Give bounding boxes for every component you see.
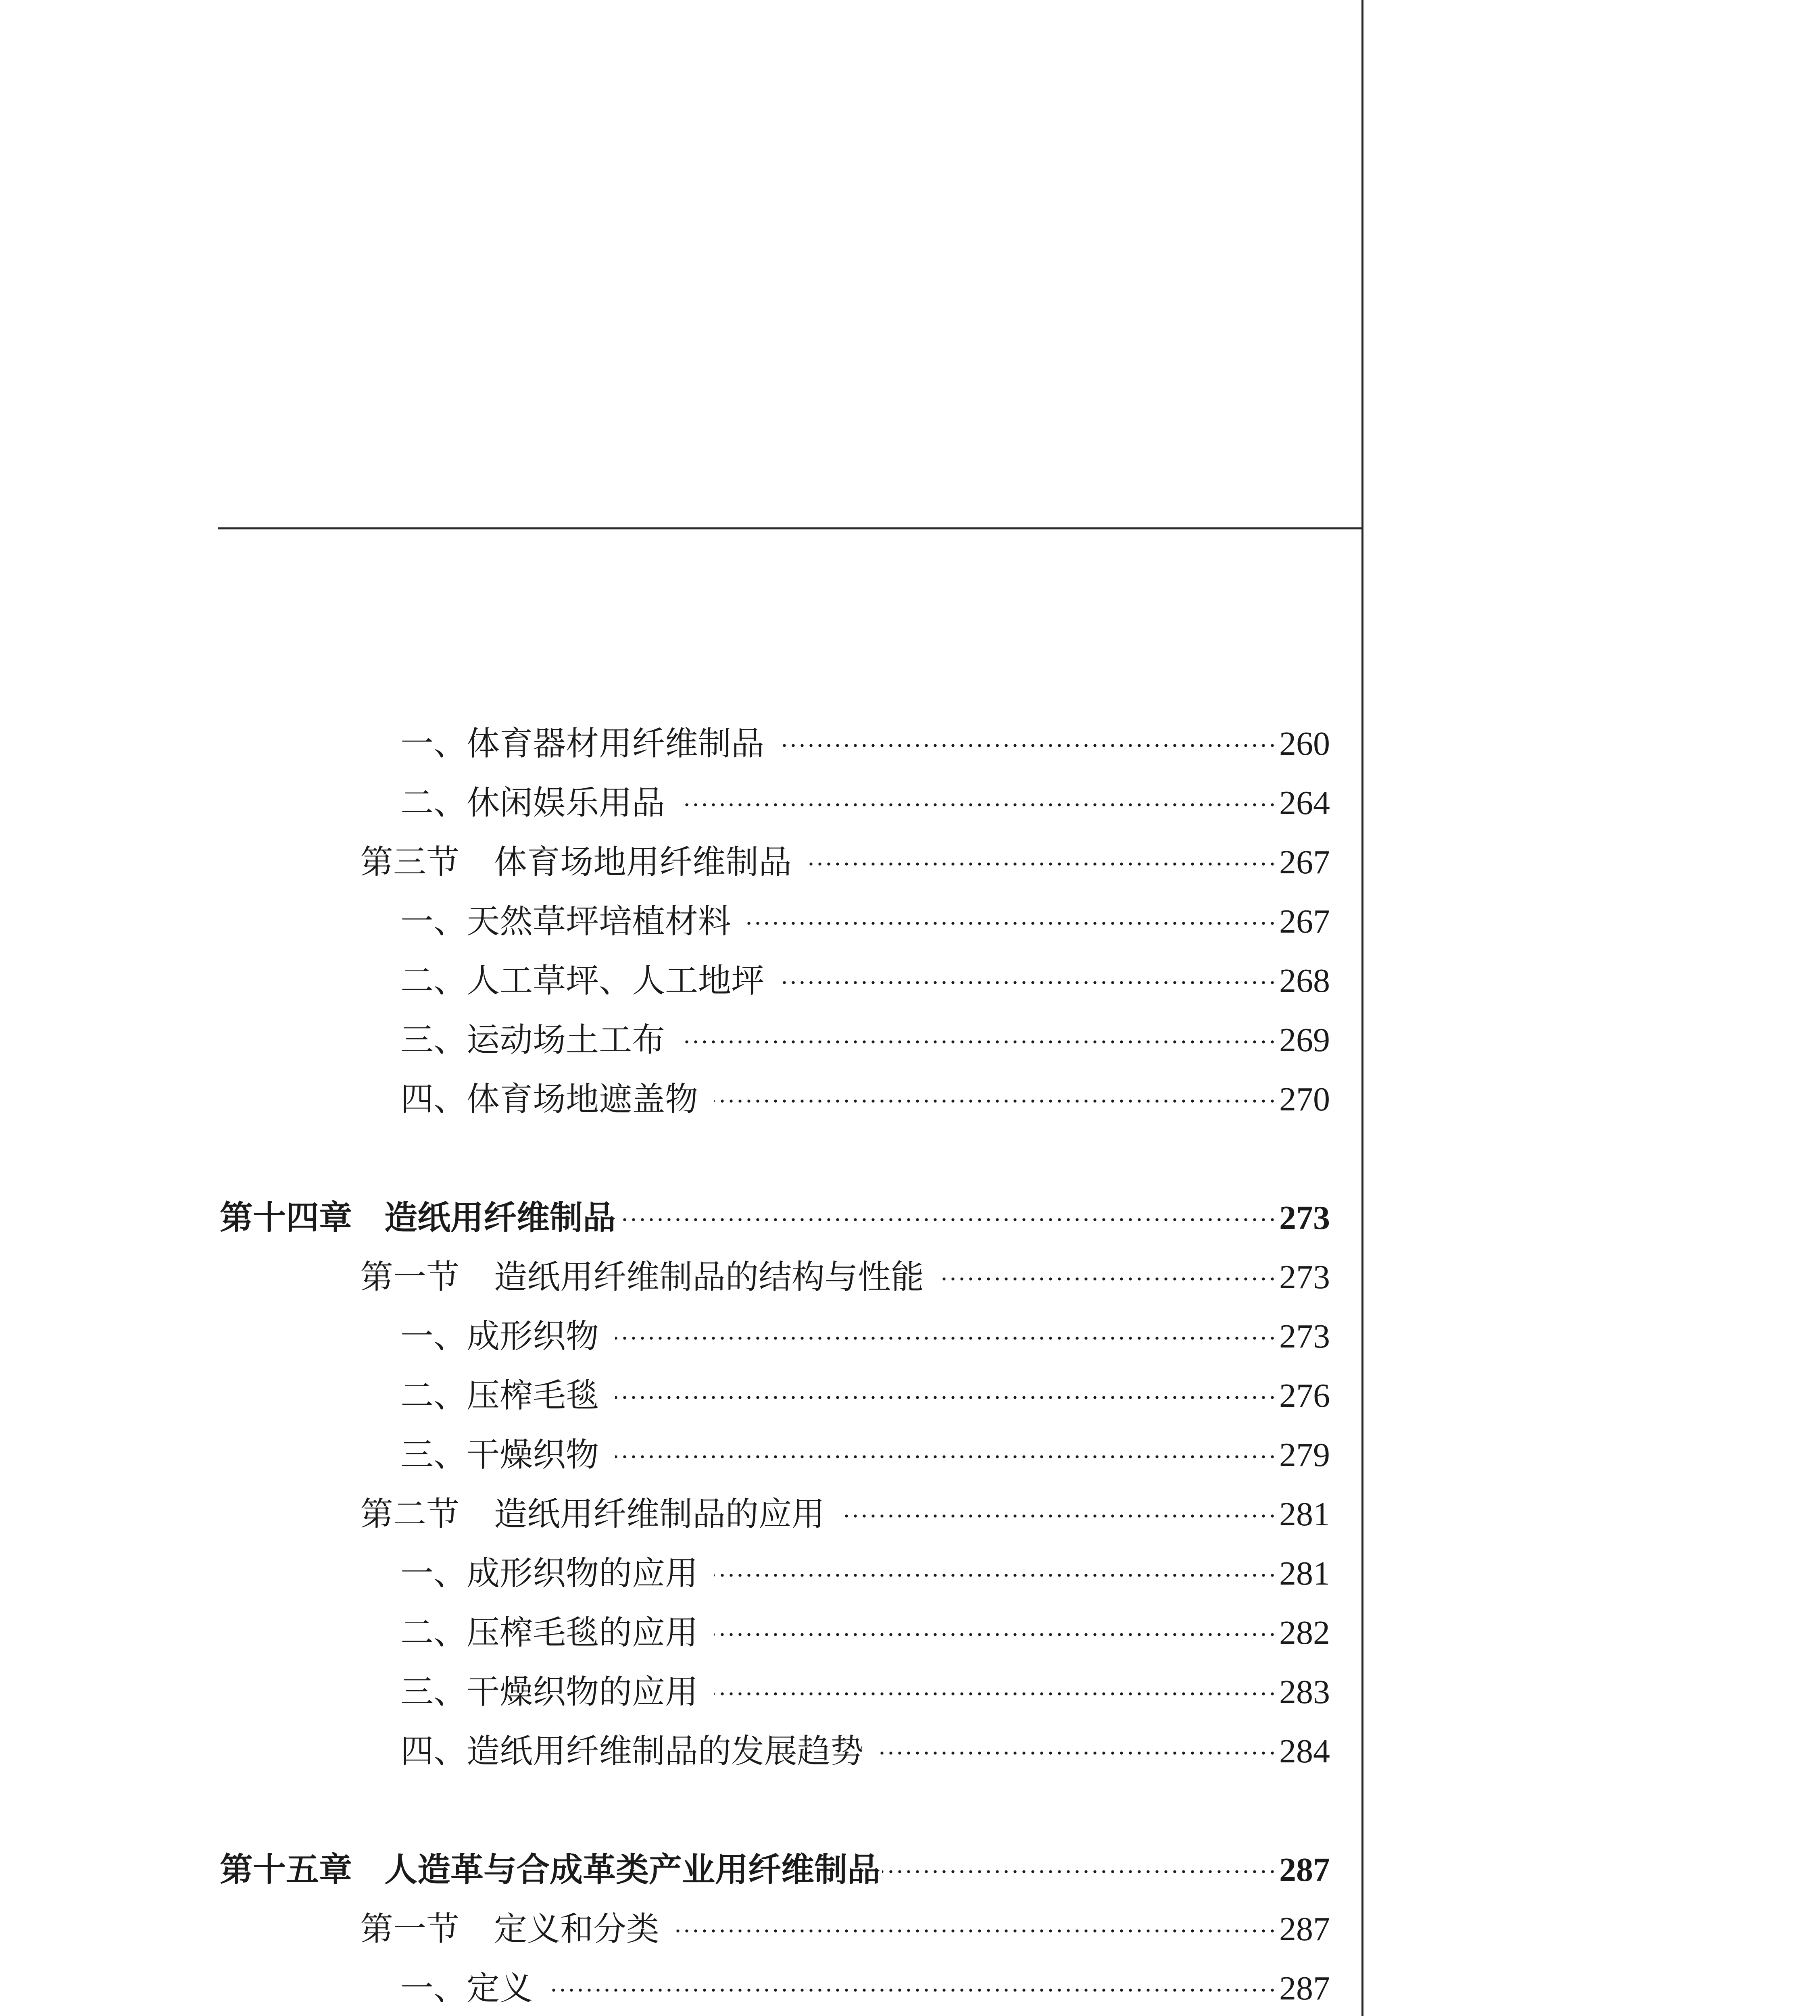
toc-item-page: 273	[1279, 1318, 1330, 1355]
dot-leader	[808, 862, 1277, 866]
toc-section[interactable]	[360, 838, 1330, 887]
toc-item-title: 一、成形织物	[400, 1317, 599, 1356]
toc-item-title: 二、休闲娱乐用品	[400, 784, 665, 822]
dot-leader	[714, 1574, 1277, 1577]
toc-section[interactable]	[360, 1490, 1330, 1539]
toc-item-title: 一、体育器材用纤维制品	[400, 725, 765, 763]
toc-item-page: 260	[1279, 725, 1330, 762]
toc-chapter-page: 273	[1279, 1199, 1330, 1237]
toc-item[interactable]	[400, 1668, 1330, 1716]
toc-item-page: 264	[1279, 784, 1330, 822]
dot-leader	[882, 1870, 1277, 1873]
toc-chapter-number: 第十四章	[220, 1199, 352, 1237]
toc-item-title: 四、体育场地遮盖物	[400, 1080, 698, 1118]
dot-leader	[681, 803, 1277, 806]
dot-leader	[714, 1100, 1277, 1103]
toc-section-page: 267	[1279, 843, 1330, 881]
dot-leader	[714, 1692, 1277, 1695]
toc-section-title: 造纸用纤维制品的结构与性能	[494, 1258, 924, 1296]
toc-section-page: 281	[1279, 1495, 1330, 1533]
toc-section-page: 273	[1279, 1258, 1330, 1296]
toc-section-title: 造纸用纤维制品的应用	[494, 1495, 825, 1533]
dot-leader	[880, 1752, 1277, 1755]
toc-item[interactable]	[400, 898, 1330, 946]
toc-item-title: 一、定义	[400, 1969, 533, 2008]
toc-section-title: 定义和分类	[494, 1910, 660, 1948]
dot-leader	[714, 1633, 1277, 1636]
toc-item[interactable]	[400, 1016, 1330, 1064]
toc-item[interactable]	[400, 1312, 1330, 1361]
toc-section-number: 第一节	[360, 1258, 460, 1296]
toc-item-title: 一、天然草坪培植材料	[400, 902, 732, 941]
toc-item-page: 279	[1279, 1436, 1330, 1474]
toc-item-title: 二、人工草坪、人工地坪	[400, 962, 765, 1000]
dot-leader	[675, 1929, 1277, 1933]
toc-item-page: 269	[1279, 1021, 1330, 1059]
toc-item[interactable]	[400, 957, 1330, 1005]
toc-item-page: 268	[1279, 962, 1330, 1000]
dot-leader	[780, 744, 1277, 747]
toc-section-number: 第二节	[360, 1495, 460, 1533]
toc-item[interactable]	[400, 720, 1330, 768]
toc-chapter-title: 造纸用纤维制品	[384, 1199, 616, 1237]
dot-leader	[681, 1040, 1277, 1043]
toc-item-page: 287	[1279, 1970, 1330, 2007]
toc-item[interactable]	[400, 1075, 1330, 1124]
toc-item-title: 四、造纸用纤维制品的发展趋势	[400, 1732, 864, 1770]
toc-chapter-title: 人造革与合成革类产业用纤维制品	[384, 1851, 881, 1889]
toc-item-title: 一、成形织物的应用	[400, 1554, 698, 1593]
toc-item-page: 270	[1279, 1081, 1330, 1118]
toc-section-title: 体育场地用纤维制品	[494, 843, 792, 881]
dot-leader	[841, 1514, 1277, 1518]
toc-item-title: 三、干燥织物	[400, 1436, 599, 1474]
toc-section-number: 第三节	[360, 843, 460, 881]
dot-leader	[615, 1396, 1277, 1399]
toc-item[interactable]	[400, 1372, 1330, 1420]
toc-item-page: 282	[1279, 1614, 1330, 1652]
toc-chapter[interactable]	[220, 1194, 1330, 1242]
toc-item[interactable]	[400, 1549, 1330, 1598]
toc-item[interactable]	[400, 1431, 1330, 1479]
toc-chapter-page: 287	[1279, 1851, 1330, 1889]
toc-section[interactable]	[360, 1905, 1330, 1954]
dot-leader	[940, 1277, 1277, 1281]
dot-leader	[780, 981, 1277, 984]
dot-leader	[615, 1455, 1277, 1458]
toc-item-page: 284	[1279, 1733, 1330, 1770]
toc-item[interactable]	[400, 1964, 1330, 2013]
dot-leader	[549, 1989, 1277, 1992]
dot-leader	[617, 1218, 1277, 1221]
toc-section[interactable]	[360, 1253, 1330, 1302]
toc-item-page: 267	[1279, 903, 1330, 940]
toc-chapter-number: 第十五章	[220, 1851, 352, 1889]
toc-item-page: 283	[1279, 1673, 1330, 1711]
toc-section-number: 第一节	[360, 1910, 460, 1948]
toc-item-page: 281	[1279, 1555, 1330, 1592]
toc-item[interactable]	[400, 779, 1330, 827]
toc-item-title: 二、压榨毛毯	[400, 1377, 599, 1415]
toc-section-page: 287	[1279, 1910, 1330, 1948]
toc-item-title: 三、干燥织物的应用	[400, 1673, 698, 1711]
toc-item-page: 276	[1279, 1377, 1330, 1414]
toc-item[interactable]	[400, 1727, 1330, 1776]
toc-item-title: 二、压榨毛毯的应用	[400, 1614, 698, 1652]
dot-leader	[615, 1337, 1277, 1340]
dot-leader	[747, 922, 1277, 925]
toc-item-title: 三、运动场土工布	[400, 1021, 665, 1059]
toc-chapter[interactable]	[220, 1846, 1330, 1894]
toc-item[interactable]	[400, 1609, 1330, 1657]
